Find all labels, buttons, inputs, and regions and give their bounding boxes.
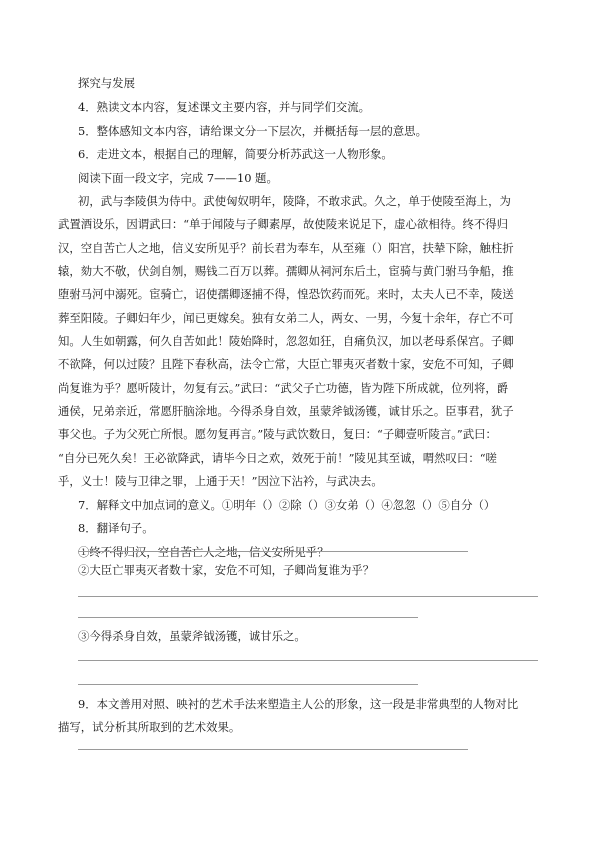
passage-line: 武置酒设乐，因谓武曰：“单于闻陵与子卿素厚，故使陵来说足下，虚心欲相待。终不得归	[58, 217, 509, 231]
question-4: 4．熟读文本内容，复述课文主要内容，并与同学们交流。	[78, 100, 371, 114]
passage-line: 尚复谁为乎？愿听陵计，勿复有云。”武曰：“武父子亡功德，皆为陛下所成就，位列将，爵	[58, 381, 509, 395]
passage-line: 知。人生如朝露，何久自苦如此！陵始降时，忽忽如狂，自痛负汉，加以老母系保宫。子卿	[58, 334, 514, 348]
passage-line: 不欲降，何以过陵？且陛下春秋高，法令亡常，大臣亡罪夷灭者数十家，安危不可知，子卿	[58, 357, 514, 371]
answer-line[interactable]	[78, 551, 468, 552]
answer-line[interactable]	[78, 617, 418, 618]
section-title: 探究与发展	[78, 76, 135, 90]
question-9-line: 描写，试分析其所取到的艺术效果。	[58, 720, 241, 734]
question-8-title: 8．翻译句子。	[78, 521, 154, 535]
passage-line: 事父也。子为父死亡所恨。愿勿复再言。”陵与武饮数日，复曰：“子卿壹听陵言。”武曰：	[58, 427, 497, 441]
question-8-item-3: ③今得杀身自效，虽蒙斧钺汤镬，诚甘乐之。	[78, 629, 306, 643]
passage-line: 通侯，兄弟亲近，常愿肝脑涂地。今得杀身自效，虽蒙斧钺汤镬，诚甘乐之。臣事君，犹子	[58, 404, 514, 418]
question-6: 6．走进文本，根据自己的理解，简要分析苏武这一人物形象。	[78, 147, 393, 161]
question-8-item-1: ①终不得归汉，空自苦亡人之地，信义安所见乎？	[78, 545, 329, 559]
passage-line: 辕，劾大不敬，伏剑自刎，赐钱二百万以葬。孺卿从祠河东后土，宦骑与黄门驸马争船，推	[58, 264, 514, 278]
question-9-line: 9．本文善用对照、映衬的艺术手法来塑造主人公的形象，这一段是非常典型的人物对比	[78, 697, 519, 711]
answer-line[interactable]	[78, 684, 418, 685]
passage-line: 初，武与李陵俱为侍中。武使匈奴明年，陵降，不敢求武。久之，单于使陵至海上，为	[78, 194, 511, 208]
passage-line: 葬至阳陵。子卿妇年少，闻已更嫁矣。独有女弟二人，两女、一男，今复十余年，存亡不可	[58, 311, 514, 325]
answer-line[interactable]	[78, 660, 538, 661]
question-5: 5．整体感知文本内容，请给课文分一下层次，并概括每一层的意思。	[78, 124, 427, 138]
question-8-item-2: ②大臣亡罪夷灭者数十家，安危不可知，子卿尚复谁为乎？	[78, 563, 375, 577]
passage-line: 乎，义士！陵与卫律之罪，上通于天！”因泣下沾衿，与武决去。	[58, 474, 383, 488]
passage-line: 堕驸马河中溺死。宦骑亡，诏使孺卿逐捕不得，惶恐饮药而死。来时，太夫人已不幸，陵送	[58, 287, 514, 301]
question-7: 7．解释文中加点词的意义。①明年（）②除（）③女弟（）④忽忽（）⑤自分（）	[78, 498, 496, 512]
passage-line: 汉，空自苦亡人之地，信义安所见乎？前长君为奉车，从至雍（）阳宫，扶辇下除，触柱折	[58, 241, 514, 255]
answer-line[interactable]	[78, 596, 538, 597]
reading-intro: 阅读下面一段文字，完成 7——10 题。	[78, 171, 278, 185]
passage-line: “自分已死久矣！王必欲降武，请毕今日之欢，效死于前！”陵见其至诚，喟然叹曰：“嗟	[58, 451, 497, 465]
answer-line[interactable]	[78, 749, 468, 750]
